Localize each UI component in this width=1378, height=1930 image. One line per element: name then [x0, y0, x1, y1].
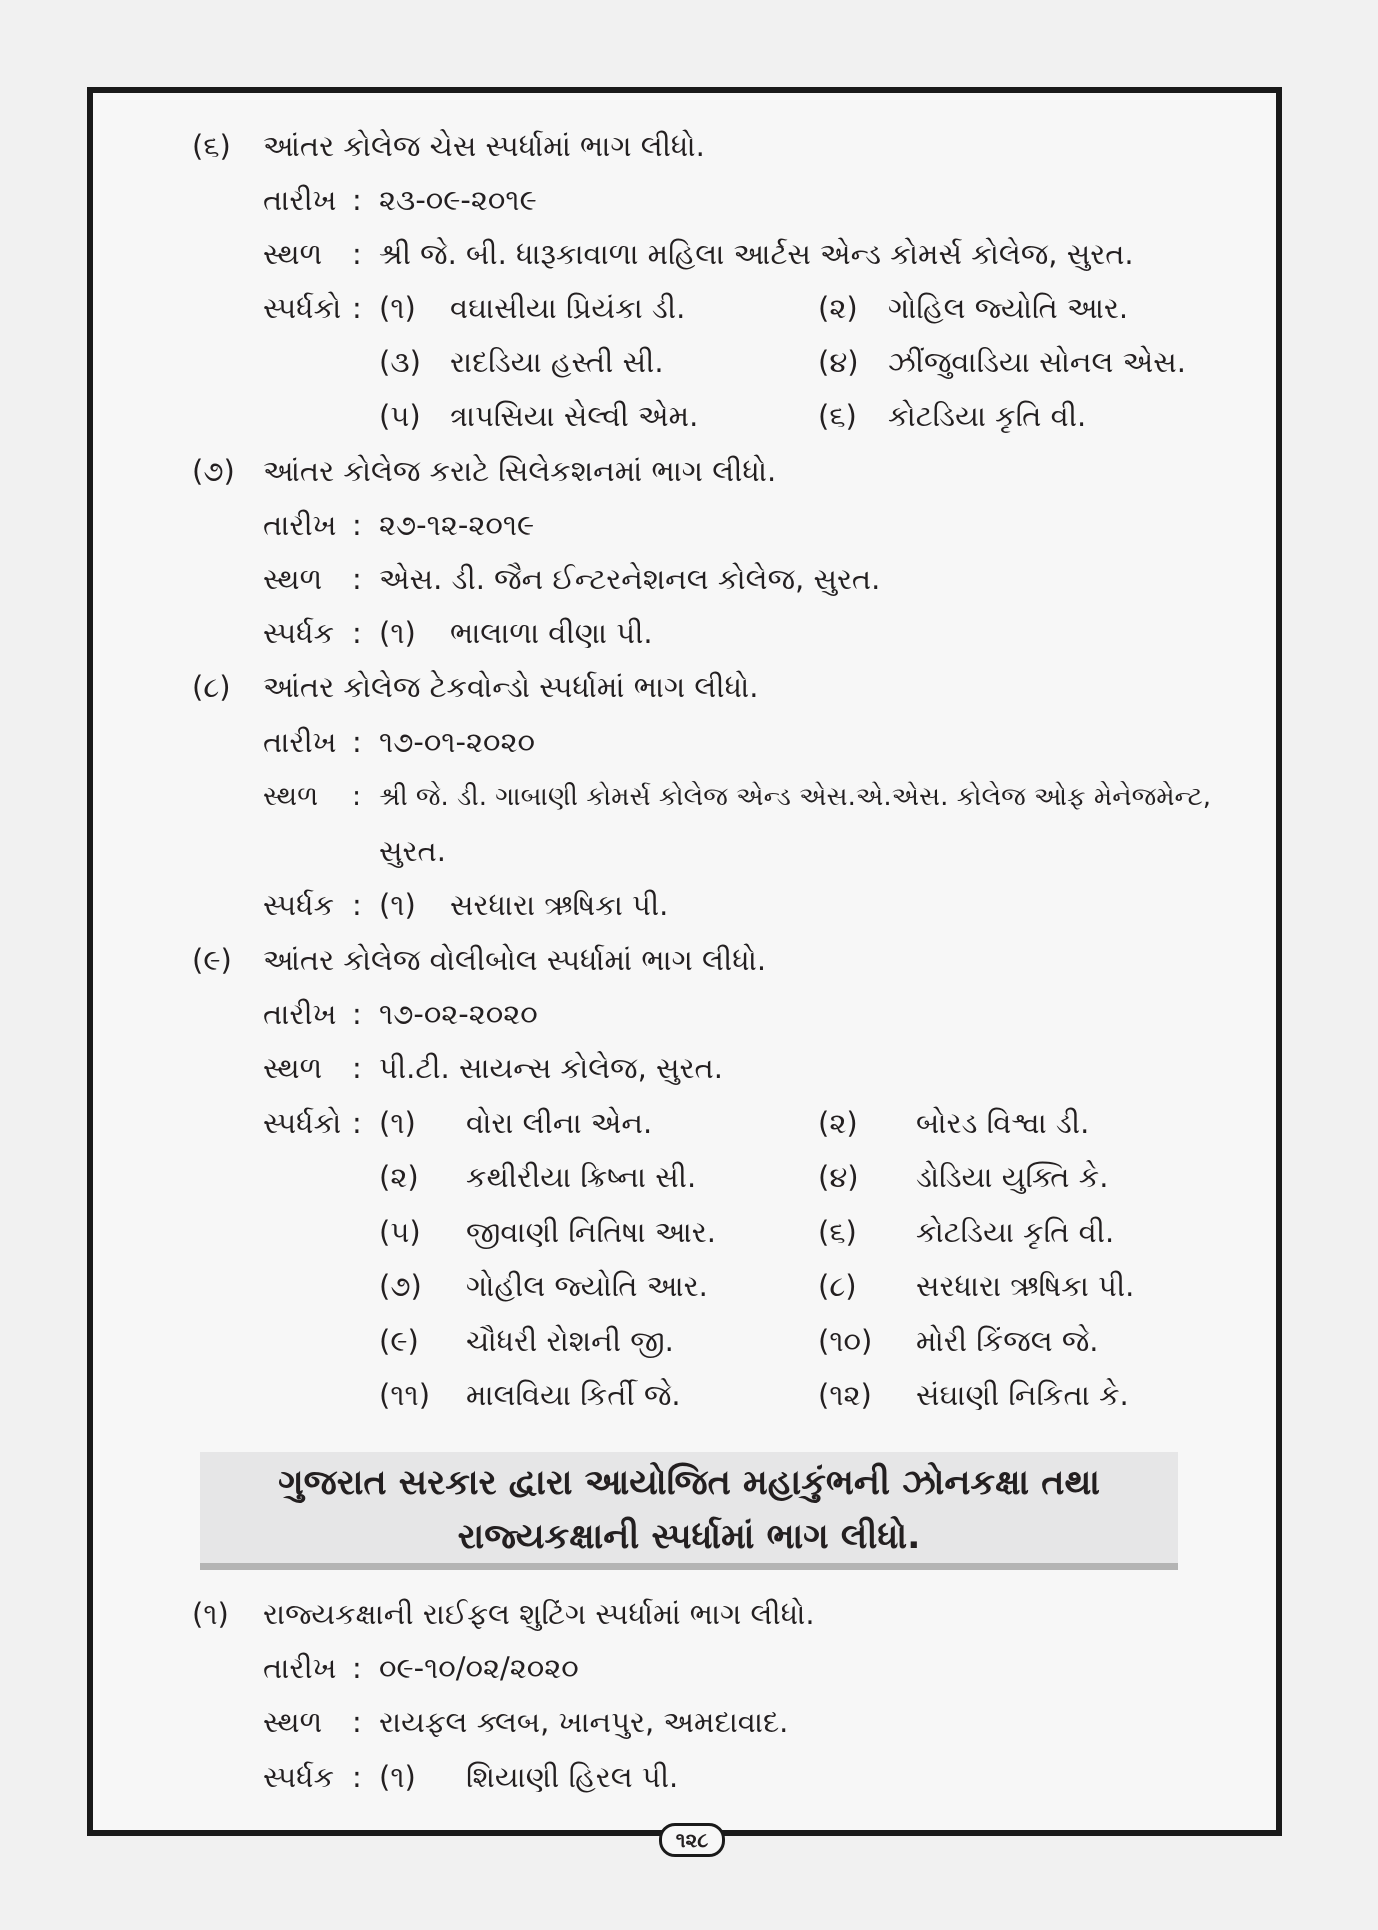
- participant-number: (૫): [379, 399, 421, 433]
- date-value: ૨૩-૦૯-૨૦૧૯: [379, 183, 537, 217]
- separator: :: [352, 291, 362, 325]
- participant-number: (૨): [818, 1106, 858, 1140]
- date-label: તારીખ: [263, 183, 337, 217]
- separator: :: [352, 183, 362, 217]
- participant-number: (૪): [818, 1160, 859, 1194]
- participant-name: સંઘાણી નિકિતા કે.: [916, 1378, 1129, 1412]
- participant-name: બોરડ વિશ્વા ડી.: [916, 1106, 1090, 1140]
- place-value: શ્રી જે. બી. ધારૂકાવાળા મહિલા આર્ટસ એન્ડ કોમર્સ કોલેજ, સુરત.: [379, 237, 1134, 271]
- participant-number: (૧): [379, 616, 416, 650]
- place-label: સ્થળ: [263, 237, 323, 271]
- section-number: (૯): [192, 943, 232, 977]
- separator: :: [352, 1705, 362, 1739]
- separator: :: [352, 781, 362, 812]
- participant-name: વઘાસીયા પ્રિયંકા ડી.: [450, 291, 686, 325]
- page-number: ૧૨૮: [659, 1823, 725, 1857]
- separator: :: [352, 616, 362, 650]
- section-banner: [200, 1452, 1178, 1570]
- participant-name: ગોહિલ જ્યોતિ આર.: [888, 291, 1129, 325]
- place-label: સ્થળ: [263, 1051, 323, 1085]
- participant-name: ગોહીલ જ્યોતિ આર.: [466, 1269, 708, 1303]
- participant-name: માલવિયા કિર્તી જે.: [466, 1378, 681, 1412]
- participants-label: સ્પર્ધક: [263, 616, 335, 650]
- section-title: આંતર કોલેજ વોલીબોલ સ્પર્ધામાં ભાગ લીધો.: [263, 943, 767, 977]
- date-value: ૧૭-૦૨-૨૦૨૦: [379, 997, 538, 1031]
- participant-name: મોરી કિંજલ જે.: [916, 1324, 1099, 1358]
- participant-name: કથીરીયા ક્રિષ્ના સી.: [466, 1160, 697, 1194]
- separator: :: [352, 888, 362, 922]
- participant-name: ત્રાપસિયા સેલ્વી એમ.: [450, 399, 699, 433]
- separator: :: [352, 1760, 362, 1794]
- separator: :: [352, 508, 362, 542]
- banner-line-2: રાજ્યકક્ષાની સ્પર્ધામાં ભાગ લીધો.: [457, 1517, 921, 1557]
- section-title: આંતર કોલેજ ચેસ સ્પર્ધામાં ભાગ લીધો.: [263, 129, 705, 163]
- participant-number: (૨): [379, 1160, 419, 1194]
- participant-name: ડોડિયા યુક્તિ કે.: [916, 1160, 1109, 1194]
- separator: :: [352, 725, 362, 759]
- separator: :: [352, 1051, 362, 1085]
- separator: :: [352, 562, 362, 596]
- participant-number: (૪): [818, 345, 859, 379]
- section-number: (૧): [192, 1597, 229, 1631]
- section-title: રાજ્યકક્ષાની રાઈફલ શુટિંગ સ્પર્ધામાં ભાગ લીધો.: [263, 1597, 815, 1631]
- participant-number: (૭): [379, 1269, 422, 1303]
- section-number: (૭): [192, 454, 235, 488]
- participant-number: (૧૧): [379, 1378, 431, 1412]
- section-number: (૮): [192, 670, 231, 704]
- separator: :: [352, 237, 362, 271]
- section-number: (૬): [192, 129, 231, 163]
- participant-name: ભાલાળા વીણા પી.: [450, 616, 653, 650]
- participant-number: (૧૨): [818, 1378, 872, 1412]
- place-value-continued: સુરત.: [379, 834, 446, 868]
- participant-name: જીવાણી નિતિષા આર.: [466, 1215, 716, 1249]
- participant-name: ઝીંજુવાડિયા સોનલ એસ.: [888, 345, 1186, 379]
- place-value: એસ. ડી. જૈન ઈન્ટરનેશનલ કોલેજ, સુરત.: [379, 562, 881, 596]
- participant-name: કોટડિયા કૃતિ વી.: [916, 1215, 1115, 1249]
- participant-number: (૧૦): [818, 1324, 873, 1358]
- place-label: સ્થળ: [263, 562, 323, 596]
- separator: :: [352, 1651, 362, 1685]
- participant-number: (૩): [379, 345, 421, 379]
- participant-number: (૫): [379, 1215, 421, 1249]
- participant-number: (૬): [818, 399, 857, 433]
- place-value: શ્રી જે. ડી. ગાબાણી કોમર્સ કોલેજ એન્ડ એસ.એ.એસ. કોલેજ ઓફ મેનેજમેન્ટ,: [379, 782, 1211, 812]
- participants-label: સ્પર્ધક: [263, 1760, 335, 1794]
- participant-name: રાદડિયા હસ્તી સી.: [450, 345, 664, 379]
- date-value: ૦૯-૧૦/૦૨/૨૦૨૦: [379, 1651, 579, 1685]
- participant-number: (૧): [379, 1760, 416, 1794]
- participant-number: (૯): [379, 1324, 419, 1358]
- section-title: આંતર કોલેજ ટેકવોન્ડો સ્પર્ધામાં ભાગ લીધો.: [263, 670, 759, 704]
- date-label: તારીખ: [263, 997, 337, 1031]
- banner-line-1: ગુજરાત સરકાર દ્વારા આયોજિત મહાકુંભની ઝોનકક્ષા તથા: [278, 1463, 1100, 1503]
- date-value: ૧૭-૦૧-૨૦૨૦: [379, 725, 535, 759]
- place-label: સ્થળ: [263, 781, 319, 812]
- date-label: તારીખ: [263, 508, 337, 542]
- date-label: તારીખ: [263, 725, 337, 759]
- place-value: રાયફલ ક્લબ, ખાનપુર, અમદાવાદ.: [379, 1705, 789, 1739]
- participants-label: સ્પર્ધકો: [263, 291, 342, 325]
- participants-label: સ્પર્ધકો: [263, 1106, 342, 1140]
- section-title: આંતર કોલેજ કરાટે સિલેકશનમાં ભાગ લીધો.: [263, 454, 777, 488]
- participant-name: શિયાણી હિરલ પી.: [466, 1760, 679, 1794]
- participant-name: સરધારા ઋષિકા પી.: [450, 888, 669, 922]
- participant-name: ચૌધરી રોશની જી.: [466, 1324, 674, 1358]
- place-label: સ્થળ: [263, 1705, 323, 1739]
- participant-number: (૧): [379, 888, 416, 922]
- place-value: પી.ટી. સાયન્સ કોલેજ, સુરત.: [379, 1051, 723, 1085]
- separator: :: [352, 1106, 362, 1140]
- participants-label: સ્પર્ધક: [263, 888, 335, 922]
- participant-number: (૨): [818, 291, 858, 325]
- participant-number: (૬): [818, 1215, 857, 1249]
- date-label: તારીખ: [263, 1651, 337, 1685]
- date-value: ૨૭-૧૨-૨૦૧૯: [379, 508, 535, 542]
- participant-name: કોટડિયા કૃતિ વી.: [888, 399, 1087, 433]
- participant-number: (૧): [379, 291, 416, 325]
- participant-name: સરધારા ઋષિકા પી.: [916, 1269, 1135, 1303]
- participant-number: (૮): [818, 1269, 857, 1303]
- separator: :: [352, 997, 362, 1031]
- participant-number: (૧): [379, 1106, 416, 1140]
- participant-name: વોરા લીના એન.: [466, 1106, 653, 1140]
